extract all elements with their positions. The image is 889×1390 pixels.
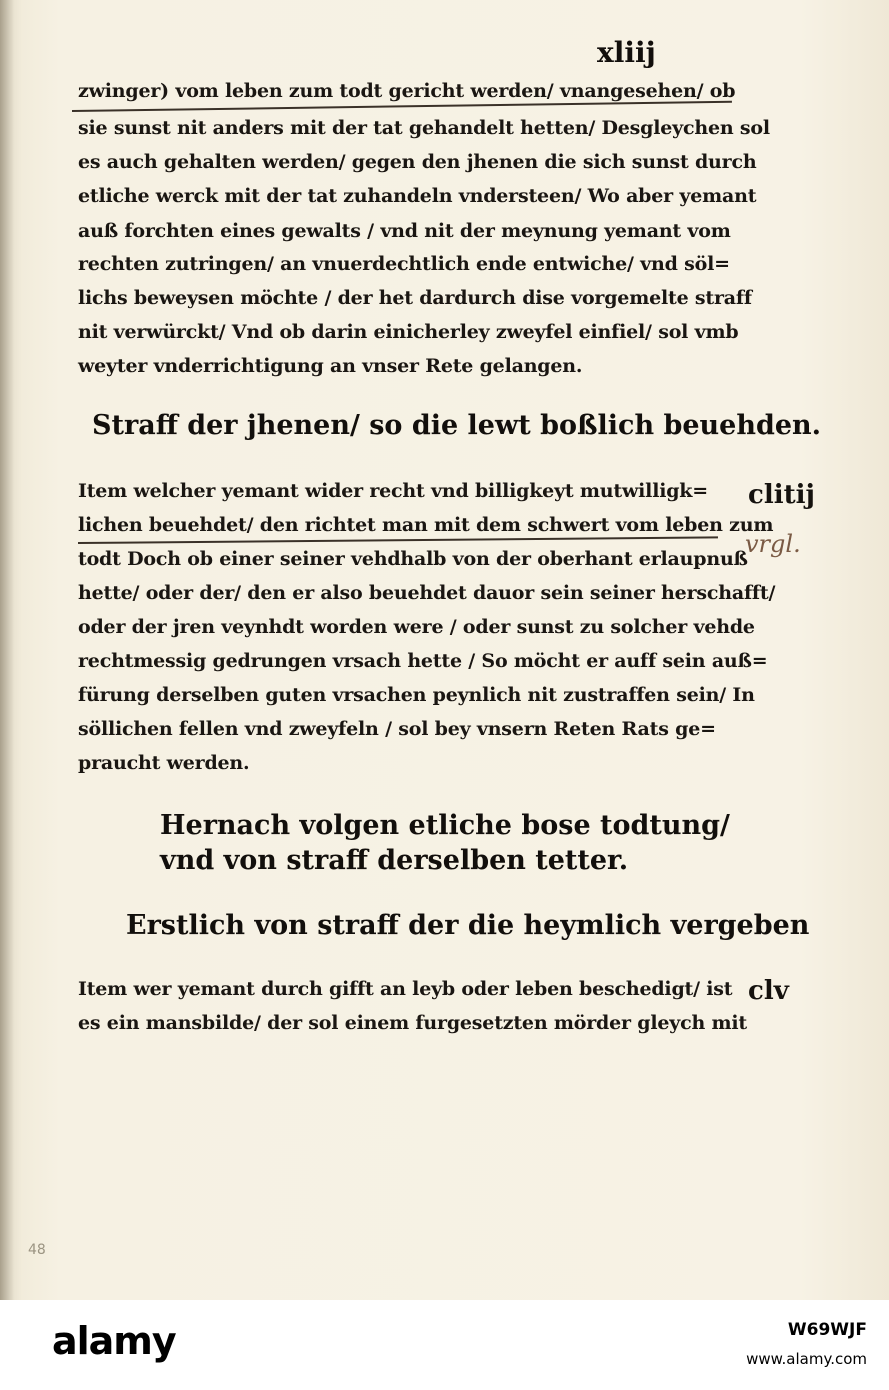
text-line: söllichen fellen vnd zweyfeln / sol bey vnsern Reten Rats ge=	[78, 718, 716, 740]
text-line: fürung derselben guten vrsachen peynlich nit zustraffen sein/ In	[78, 684, 755, 706]
section-heading: vnd von straff derselben tetter.	[160, 845, 629, 876]
section-heading: Straff der jhenen/ so die lewt boßlich beuehden.	[92, 410, 822, 441]
text-line: weyter vnderrichtigung an vnser Rete gelangen.	[78, 355, 583, 377]
margin-folio-ref: clv	[748, 976, 789, 1006]
text-line: es auch gehalten werden/ gegen den jhenen die sich sunst durch	[78, 151, 757, 173]
image-id: W69WJF	[787, 1320, 867, 1340]
text-line: etliche werck mit der tat zuhandeln vndersteen/ Wo aber yemant	[78, 185, 757, 207]
handwritten-note: vrgl.	[745, 530, 801, 558]
text-line: rechtmessig gedrungen vrsach hette / So möcht er auff sein auß=	[78, 650, 768, 672]
folio-number: xliij	[597, 36, 656, 69]
text-line: hette/ oder der/ den er also beuehdet dauor sein seiner herschafft/	[78, 582, 776, 604]
text-line: todt Doch ob einer seiner vehdhalb von der oberhant erlaupnuß	[78, 548, 748, 570]
margin-folio-ref: clitij	[748, 480, 815, 510]
text-line: lichs beweysen möchte / der het dardurch dise vorgemelte straff	[78, 287, 752, 309]
underline-rule	[78, 536, 718, 543]
text-line: rechten zutringen/ an vnuerdechtlich ende entwiche/ vnd söl=	[78, 253, 730, 275]
text-line: zwinger) vom leben zum todt gericht werden/ vnangesehen/ ob	[78, 80, 736, 102]
underline-rule	[72, 101, 732, 112]
text-line: lichen beuehdet/ den richtet man mit dem schwert vom leben zum	[78, 514, 774, 536]
page-gutter	[0, 0, 14, 1300]
text-line: Item wer yemant durch gifft an leyb oder leben beschedigt/ ist	[78, 978, 733, 1000]
text-line: auß forchten eines gewalts / vnd nit der meynung yemant vom	[78, 220, 731, 242]
text-line: sie sunst nit anders mit der tat gehandelt hetten/ Desgleychen sol	[78, 117, 770, 139]
section-heading: Hernach volgen etliche bose todtung/	[160, 810, 730, 841]
pencil-note: 48	[28, 1242, 46, 1258]
text-line: nit verwürckt/ Vnd ob darin einicherley zweyfel einfiel/ sol vmb	[78, 321, 739, 343]
section-heading: Erstlich von straff der die heymlich vergeben	[126, 910, 810, 941]
watermark-url: www.alamy.com	[746, 1350, 867, 1368]
watermark-logo: alamy	[52, 1319, 176, 1363]
text-line: es ein mansbilde/ der sol einem furgesetzten mörder gleych mit	[78, 1012, 747, 1034]
text-line: oder der jren veynhdt worden were / oder sunst zu solcher vehde	[78, 616, 755, 638]
text-line: Item welcher yemant wider recht vnd billigkeyt mutwilligk=	[78, 480, 708, 502]
text-line: praucht werden.	[78, 752, 250, 774]
